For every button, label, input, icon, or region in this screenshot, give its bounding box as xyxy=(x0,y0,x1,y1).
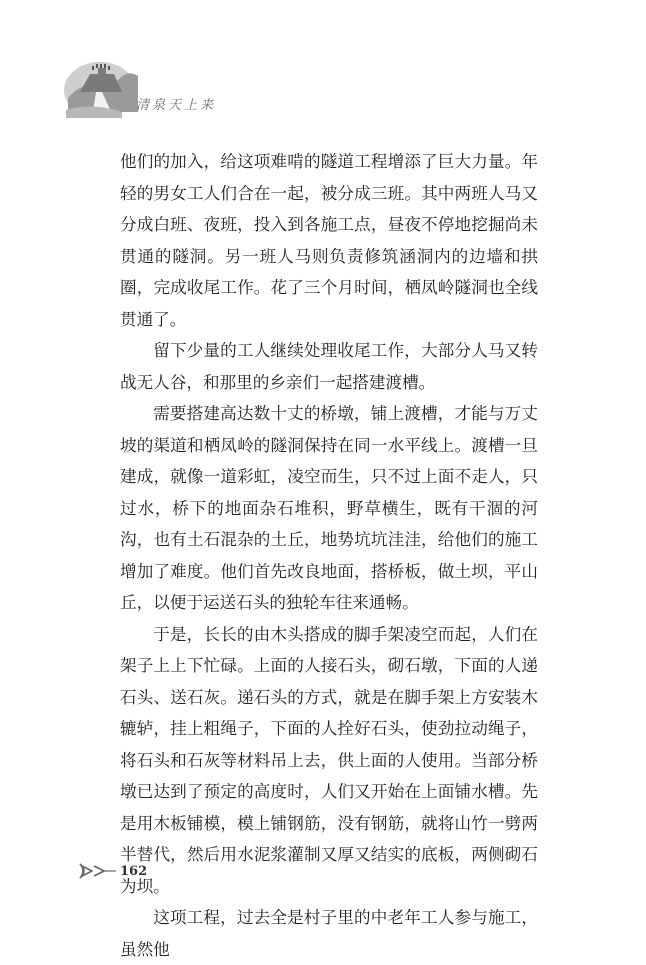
page-number: 162 xyxy=(120,863,148,879)
paragraph-3: 需要搭建高达数十丈的桥墩，铺上渡槽，才能与万丈坡的渠道和栖凤岭的隧洞保持在同一水平线上。渡槽一旦建成，就像一道彩虹，凌空而生，只不过上面不走人，只过水，桥下的地面杂石堆积，野草横生，既有干涸的河沟，也有土石混杂的土丘，地势坑坑洼洼，给他们的施工增加了难度。他们首先改良地面，搭桥板，做土坝，平山丘，以便于运送石头的独轮车往来通畅。 xyxy=(120,404,538,612)
great-wall-landscape-icon xyxy=(62,52,142,120)
paragraph-2: 留下少量的工人继续处理收尾工作，大部分人马又转战无人谷，和那里的乡亲们一起搭建渡槽。 xyxy=(120,341,538,392)
double-chevron-ornament-icon xyxy=(78,860,118,882)
running-header-title: 清泉天上来 xyxy=(136,98,217,113)
article-body xyxy=(120,146,538,965)
paragraph-4: 于是，长长的由木头搭成的脚手架凌空而起，人们在架子上上下忙碌。上面的人接石头，砌石墩，下面的人递石头、送石灰。递石头的方式，就是在脚手架上方安装木辘轳，挂上粗绳子，下面的人拴好石头，使劲拉动绳子，将石头和石灰等材料吊上去，供上面的人使用。当部分桥墩已达到了预定的高度时，人们又开始在上面铺水槽。先是用木板铺模，模上铺钢筋，没有钢筋，就将山竹一劈两半替代，然后用水泥浆灌制又厚又结实的底板，两侧砌石为坝。 xyxy=(120,624,538,896)
paragraph-5: 这项工程，过去全是村子里的中老年工人参与施工，虽然他 xyxy=(120,908,538,959)
paragraph-1: 他们的加入，给这项难啃的隧道工程增添了巨大力量。年轻的男女工人们合在一起，被分成三班。其中两班人马又分成白班、夜班，投入到各施工点，昼夜不停地挖掘尚未贯通的隧洞。另一班人马则负责修筑涵洞内的边墙和拱圈，完成收尾工作。花了三个月时间，栖凤岭隧洞也全线贯通了。 xyxy=(120,152,538,329)
page-footer xyxy=(78,858,147,884)
